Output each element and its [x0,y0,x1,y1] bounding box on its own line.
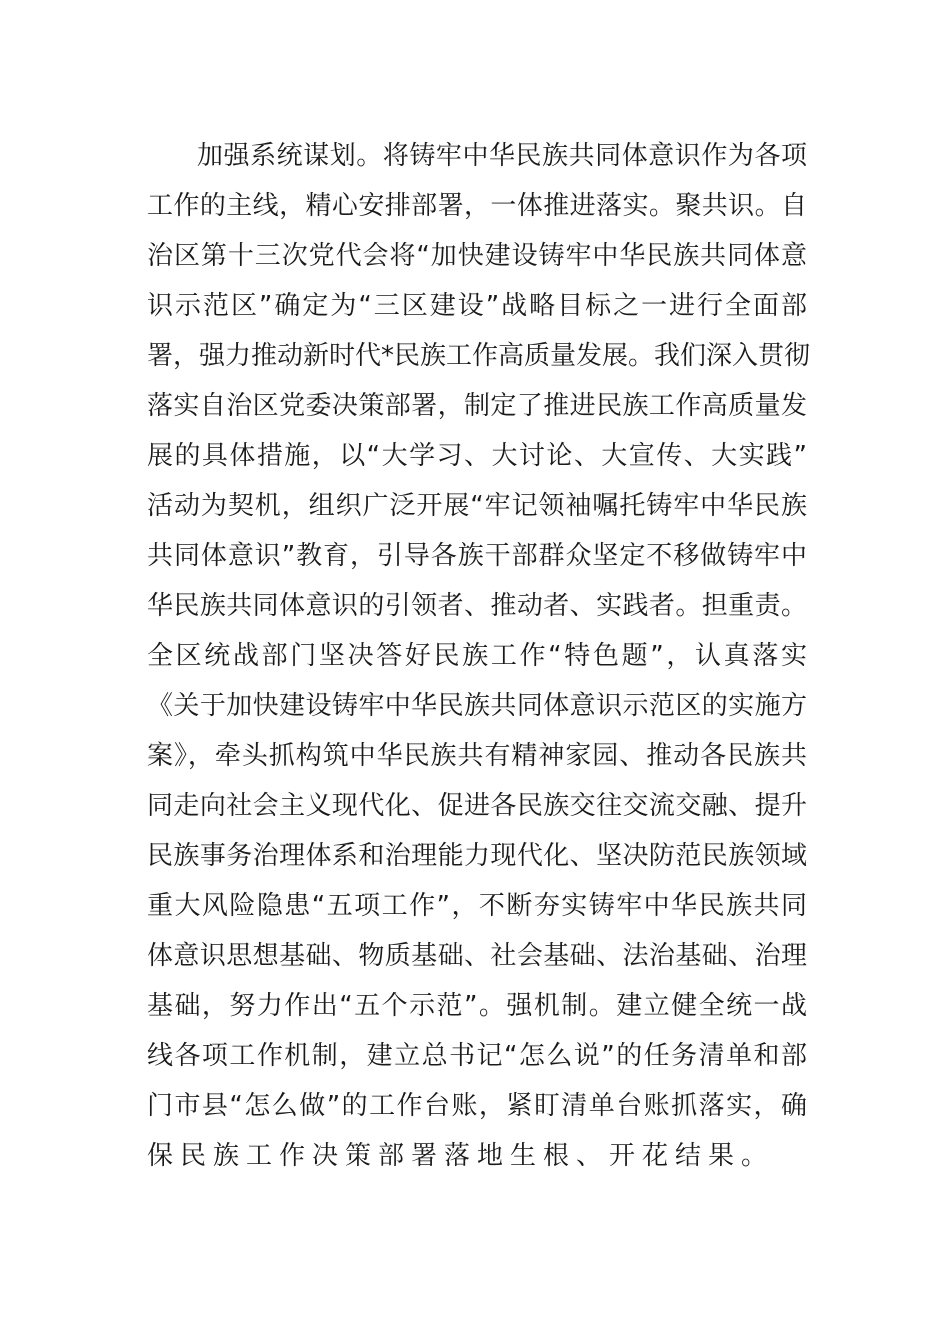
paragraph-line: 全区统战部门坚决答好民族工作“特色题”，认真落实 [147,641,807,671]
body-paragraph [147,131,811,1181]
paragraph-line: 识示范区”确定为“三区建设”战略目标之一进行全面部 [147,291,807,321]
paragraph-line: 《关于加快建设铸牢中华民族共同体意识示范区的实施方 [147,691,807,721]
paragraph-line: 民族事务治理体系和治理能力现代化、坚决防范民族领域 [147,841,807,871]
paragraph-line: 展的具体措施，以“大学习、大讨论、大宣传、大实践” [147,441,807,471]
paragraph-line: 保民族工作决策部署落地生根、开花结果。 [147,1141,775,1171]
paragraph-line: 工作的主线，精心安排部署，一体推进落实。聚共识。自 [147,191,807,221]
paragraph-line: 案》，牵头抓构筑中华民族共有精神家园、推动各民族共 [147,741,807,771]
paragraph-line: 署，强力推动新时代*民族工作高质量发展。我们深入贯彻 [147,341,811,371]
paragraph-line: 治区第十三次党代会将“加快建设铸牢中华民族共同体意 [147,241,807,271]
paragraph-line: 基础，努力作出“五个示范”。强机制。建立健全统一战 [147,991,807,1021]
paragraph-line: 活动为契机，组织广泛开展“牢记领袖嘱托铸牢中华民族 [147,491,807,521]
paragraph-line: 加强系统谋划。将铸牢中华民族共同体意识作为各项 [197,141,807,171]
paragraph-line: 门市县“怎么做”的工作台账，紧盯清单台账抓落实，确 [147,1091,807,1121]
paragraph-line: 同走向社会主义现代化、促进各民族交往交流交融、提升 [147,791,807,821]
paragraph-line: 线各项工作机制，建立总书记“怎么说”的任务清单和部 [147,1041,807,1071]
paragraph-line: 落实自治区党委决策部署，制定了推进民族工作高质量发 [147,391,807,421]
paragraph-line: 重大风险隐患“五项工作”，不断夯实铸牢中华民族共同 [147,891,807,921]
paragraph-line: 体意识思想基础、物质基础、社会基础、法治基础、治理 [147,941,807,971]
paragraph-line: 共同体意识”教育，引导各族干部群众坚定不移做铸牢中 [147,541,807,571]
paragraph-line: 华民族共同体意识的引领者、推动者、实践者。担重责。 [147,591,807,621]
